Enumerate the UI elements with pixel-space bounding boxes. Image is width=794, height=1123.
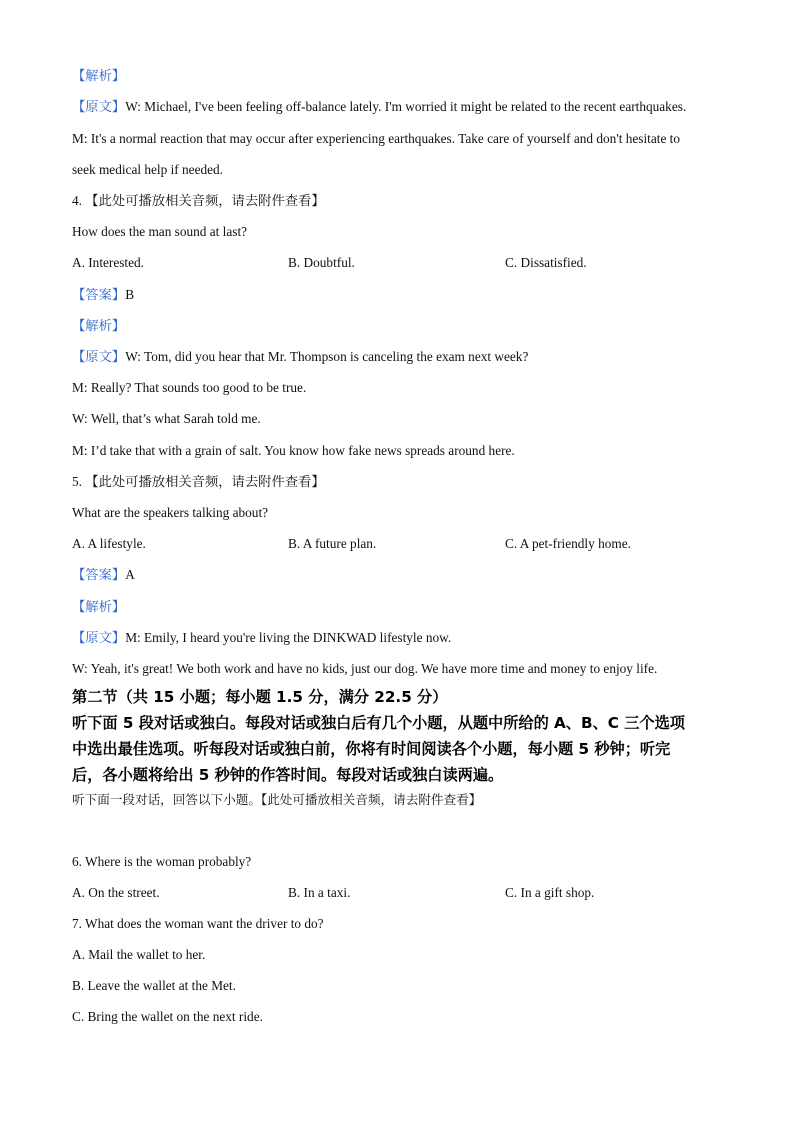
listening-intro: 听下面一段对话，回答以下小题。【此处可播放相关音频，请去附件查看】 <box>72 792 482 807</box>
question-5-header: 5. 【此处可播放相关音频，请去附件查看】 <box>72 474 325 489</box>
option-c: C. In a gift shop. <box>505 885 595 900</box>
answer-value: B <box>125 287 135 302</box>
transcript-line: 【原文】W: Tom, did you hear that Mr. Thompson is canceling the exam next week? <box>72 349 529 364</box>
option-b: B. A future plan. <box>288 536 377 551</box>
question-5-options <box>72 535 772 553</box>
transcript-line: W: Yeah, it's great! We both work and have no kids, just our dog. We have more time and money to enjoy life. <box>72 661 658 676</box>
transcript-line: W: Well, that’s what Sarah told me. <box>72 411 261 426</box>
option-b: B. Leave the wallet at the Met. <box>72 978 236 993</box>
option-a: A. A lifestyle. <box>72 536 146 551</box>
transcript-line: 【原文】M: Emily, I heard you're living the DINKWAD lifestyle now. <box>72 630 452 645</box>
option-c: C. A pet-friendly home. <box>505 536 631 551</box>
transcript-line: seek medical help if needed. <box>72 162 223 177</box>
answer-line <box>72 286 734 304</box>
transcript-label: 【原文】 <box>72 99 126 114</box>
transcript-label: 【原文】 <box>72 349 126 364</box>
option-b: B. Doubtful. <box>288 255 355 270</box>
option-a: A. On the street. <box>72 885 160 900</box>
question-6-options <box>72 884 772 902</box>
analysis-label: 【解析】 <box>72 599 126 614</box>
transcript-line: 【原文】W: Michael, I've been feeling off-balance lately. I'm worried it might be related to the recent earthquakes. <box>72 99 687 114</box>
section-instructions-line: 后，各小题将给出 5 秒钟的作答时间。每段对话或独白读两遍。 <box>72 766 504 784</box>
transcript-line: M: I’d take that with a grain of salt. You know how fake news spreads around here. <box>72 443 515 458</box>
question-6-prompt: 6. Where is the woman probably? <box>72 854 252 869</box>
section-instructions-line: 听下面 5 段对话或独白。每段对话或独白后有几个小题，从题中所给的 A、B、C 三个选项 <box>72 714 685 732</box>
question-5-prompt: What are the speakers talking about? <box>72 505 269 520</box>
analysis-label: 【解析】 <box>72 68 126 83</box>
question-4-options <box>72 254 772 272</box>
question-4-prompt: How does the man sound at last? <box>72 224 248 239</box>
option-b: B. In a taxi. <box>288 885 351 900</box>
answer-line <box>72 566 734 584</box>
answer-label: 【答案】 <box>72 567 126 582</box>
answer-label: 【答案】 <box>72 287 126 302</box>
section-title: 第二节（共 15 小题；每小题 1.5 分，满分 22.5 分） <box>72 688 448 706</box>
option-c: C. Dissatisfied. <box>505 255 587 270</box>
option-a: A. Mail the wallet to her. <box>72 947 206 962</box>
question-4-header: 4. 【此处可播放相关音频，请去附件查看】 <box>72 193 325 208</box>
transcript-line: M: It's a normal reaction that may occur after experiencing earthquakes. Take care of yourself and don't hesitate to <box>72 131 681 146</box>
section-instructions-line: 中选出最佳选项。听每段对话或独白前，你将有时间阅读各个小题，每小题 5 秒钟；听完 <box>72 740 671 758</box>
transcript-line: M: Really? That sounds too good to be true. <box>72 380 307 395</box>
analysis-label: 【解析】 <box>72 318 126 333</box>
option-c: C. Bring the wallet on the next ride. <box>72 1009 263 1024</box>
question-7-prompt: 7. What does the woman want the driver to do? <box>72 916 324 931</box>
answer-value: A <box>125 567 135 582</box>
option-a: A. Interested. <box>72 255 144 270</box>
transcript-label: 【原文】 <box>72 630 126 645</box>
